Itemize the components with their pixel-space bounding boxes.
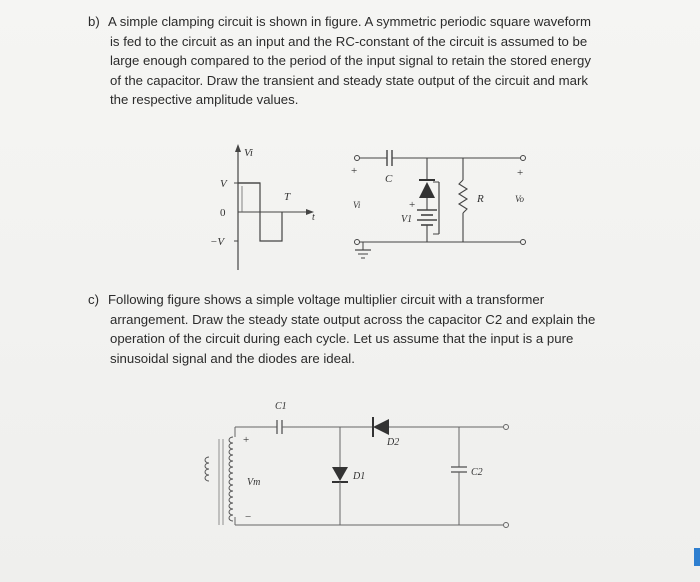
question-b — [88, 12, 650, 110]
output-plus-label: + — [517, 167, 524, 179]
source-plus-label: + — [409, 199, 416, 211]
question-b-line: of the capacitor. Draw the transient and steady state output of the circuit and mark — [110, 72, 588, 88]
clamper-circuit-figure — [335, 142, 550, 267]
output-terminal-bottom — [521, 240, 526, 245]
d1-diode — [332, 467, 348, 481]
vm-label: Vm — [247, 477, 261, 488]
vm-minus-label: − — [245, 511, 252, 523]
transformer-primary-coil — [205, 457, 209, 481]
voltage-multiplier-figure — [195, 395, 525, 535]
transformer-secondary-coil — [229, 437, 233, 521]
question-b-label: b) — [88, 14, 100, 29]
question-c-line: operation of the circuit during each cycle. Let us assume that the input is a pure — [110, 331, 574, 346]
resistor-r-label: R — [477, 193, 484, 205]
output-terminal-bottom — [504, 523, 509, 528]
question-b-line: A simple clamping circuit is shown in figure. A symmetric periodic square waveform — [108, 14, 591, 29]
input-terminal-bottom — [355, 240, 360, 245]
question-b-line: is fed to the circuit as an input and the RC-constant of the circuit is assumed to be — [110, 33, 588, 49]
level-low-label: −V — [210, 236, 225, 248]
input-terminal-top — [355, 156, 360, 161]
d1-label: D1 — [353, 471, 366, 482]
d2-label: D2 — [387, 437, 400, 448]
question-c-line: arrangement. Draw the steady state output across the capacitor C2 and explain the — [110, 311, 596, 327]
question-c-label: c) — [88, 292, 99, 307]
c1-label: C1 — [275, 401, 287, 412]
input-vi-label: Vi — [353, 200, 361, 210]
level-zero-label: 0 — [220, 207, 226, 219]
resistor-symbol — [459, 180, 467, 213]
page-edge-marker — [694, 548, 700, 566]
diode-symbol — [419, 182, 435, 198]
square-waveform-figure — [200, 140, 320, 275]
source-v1-label: V1 — [401, 214, 413, 225]
vm-plus-label: + — [243, 434, 250, 446]
question-c-line: Following figure shows a simple voltage multiplier circuit with a transformer — [108, 292, 545, 307]
level-high-label: V — [220, 178, 227, 190]
question-b-line: the respective amplitude values. — [110, 92, 299, 107]
output-terminal-top — [521, 156, 526, 161]
output-terminal-top — [504, 425, 509, 430]
period-label: T — [284, 191, 291, 203]
question-c — [88, 290, 650, 368]
question-b-line: large enough compared to the period of the input signal to retain the stored energy — [110, 53, 591, 68]
d2-diode — [373, 419, 389, 435]
input-plus-label: + — [351, 165, 358, 177]
output-vo-label: Vo — [515, 194, 524, 204]
capacitor-c-label: C — [385, 173, 393, 185]
question-c-line: sinusoidal signal and the diodes are ideal. — [110, 350, 355, 366]
time-label: t — [312, 212, 315, 223]
c2-label: C2 — [471, 467, 483, 478]
y-axis-arrow — [235, 144, 241, 152]
waveform-vi-label: Vi — [244, 147, 253, 159]
